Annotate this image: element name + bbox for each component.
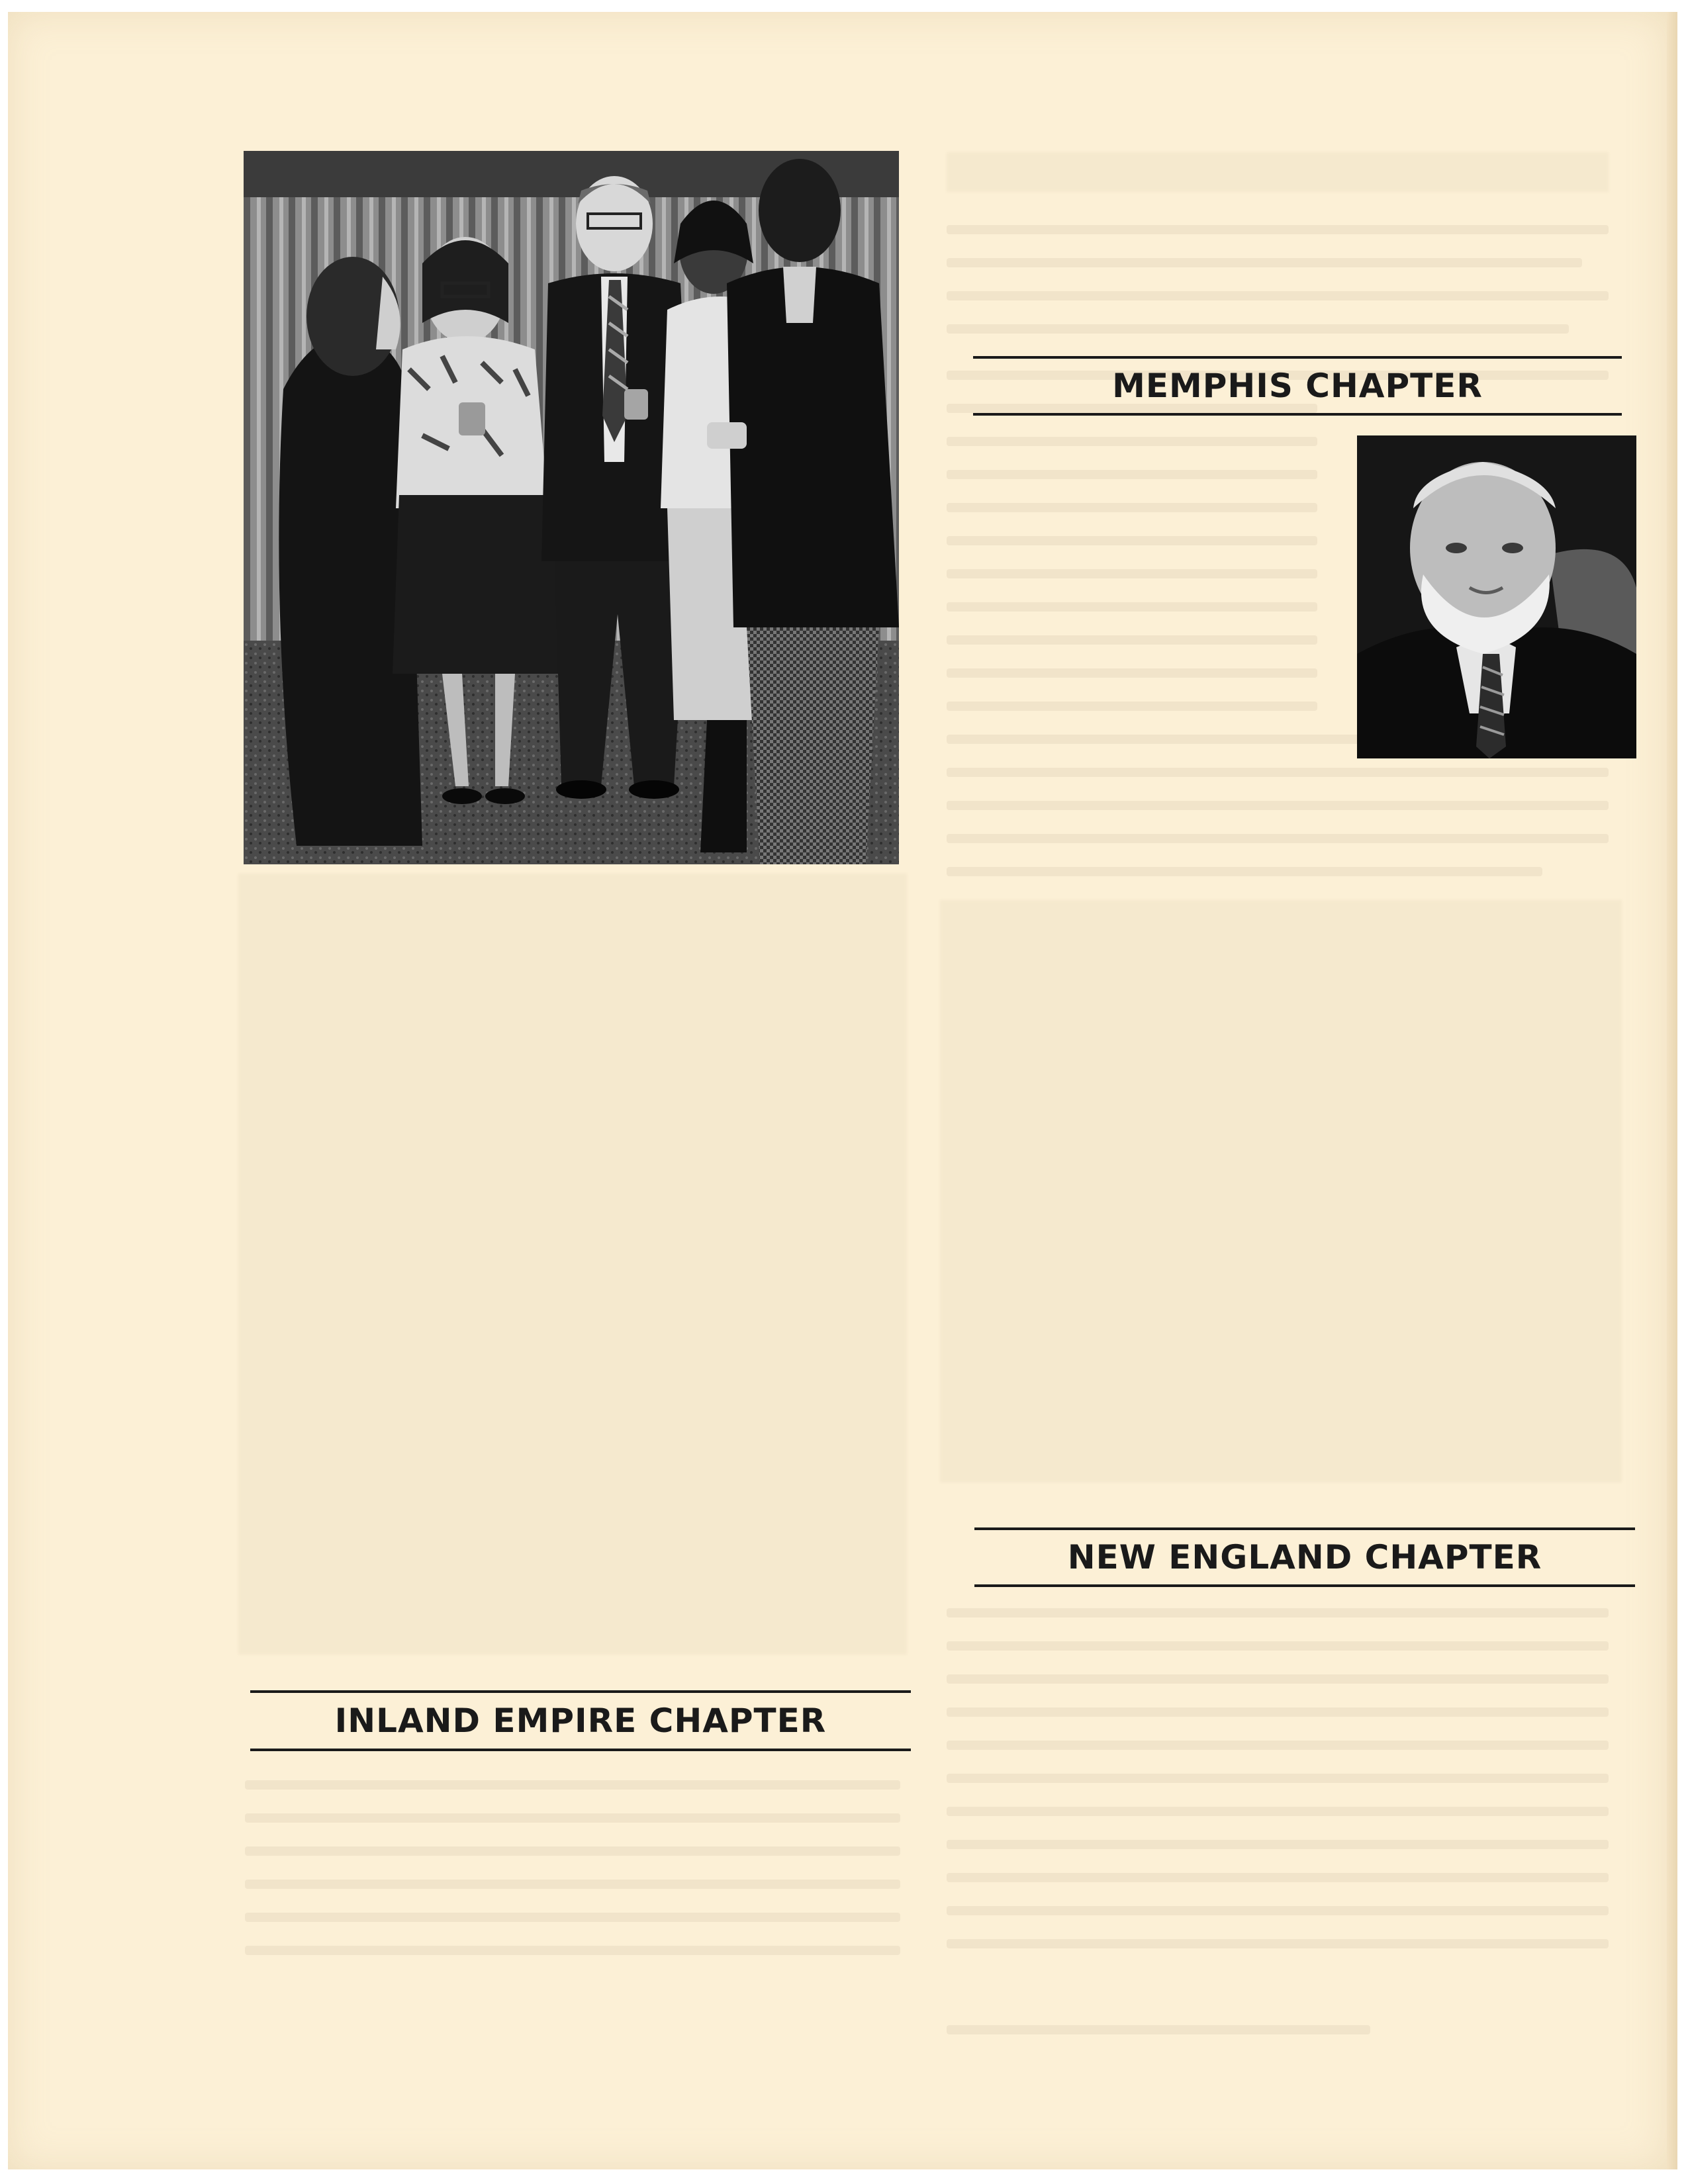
new-england-chapter-heading	[974, 1527, 1635, 1587]
group-photo	[244, 151, 899, 864]
portrait-photo	[1357, 435, 1636, 758]
inland-empire-chapter-title: INLAND EMPIRE CHAPTER	[334, 1702, 827, 1740]
paper-edge	[1667, 12, 1677, 2169]
portrait-photo-image	[1357, 435, 1636, 758]
memphis-chapter-heading	[973, 356, 1622, 416]
memphis-chapter-title: MEMPHIS CHAPTER	[1112, 367, 1483, 405]
group-photo-image	[244, 151, 899, 864]
inland-empire-chapter-heading	[250, 1690, 911, 1751]
new-england-chapter-title: NEW ENGLAND CHAPTER	[1067, 1538, 1542, 1576]
